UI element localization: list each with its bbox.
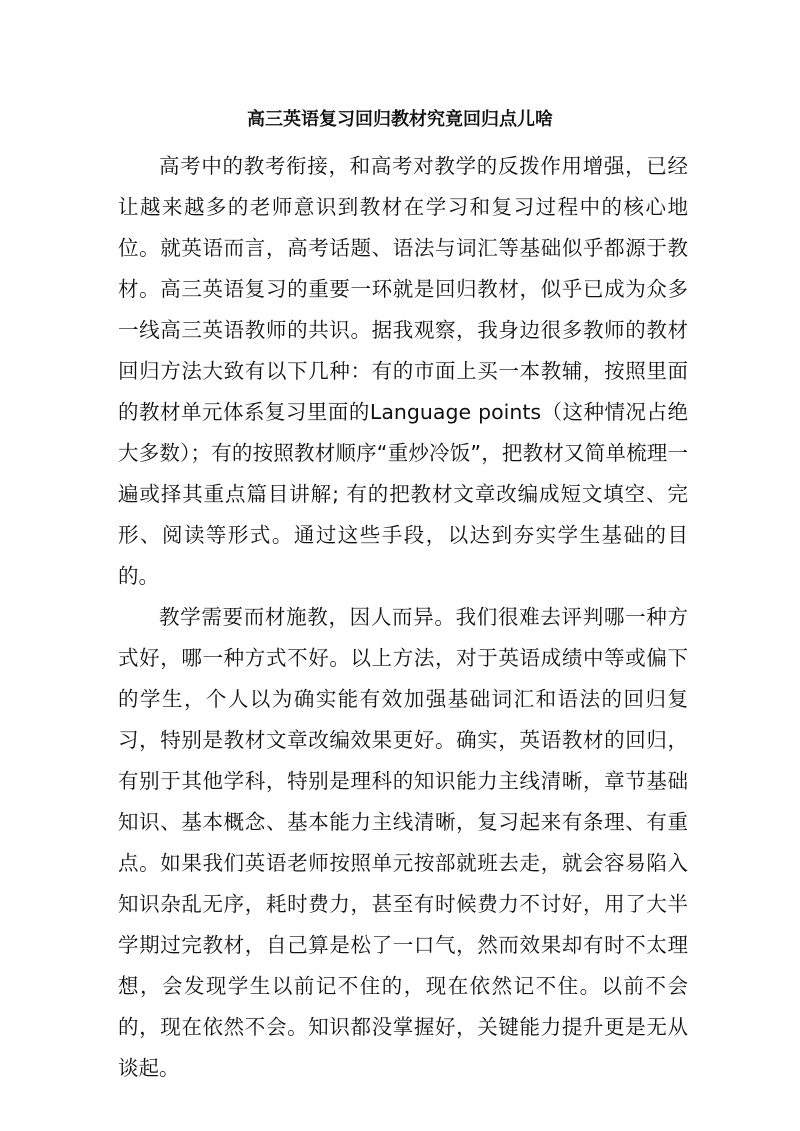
paragraph: 高考中的教考衔接，和高考对教学的反拨作用增强，已经让越来越多的老师意识到教材在学习和复习过程中的核心地位。就英语而言，高考话题、语法与词汇等基础似乎都源于教材。高三英语复习的重要一环就是回归教材，似乎已成为众多一线高三英语教师的共识。据我观察，我身边很多教师的教材回归方法大致有以下几种：有的市面上买一本教辅，按照里面的教材单元体系复习里面的Language points（这种情况占绝大多数）；有的按照教材顺序“重炒冷饭”，把教材又简单梳理一遍或择其重点篇目讲解; 有的把教材文章改编成短文填空、完形、阅读等形式。通过这些手段，以达到夯实学生基础的目的。 [118, 154, 688, 588]
paragraph: 教学需要而材施教，因人而异。我们很难去评判哪一种方式好，哪一种方式不好。以上方法，对于英语成绩中等或偏下的学生，个人以为确实能有效加强基础词汇和语法的回归复习，特别是教材文章改编效果更好。确实，英语教材的回归，有别于其他学科，特别是理科的知识能力主线清晰，章节基础知识、基本概念、基本能力主线清晰，复习起来有条理、有重点。如果我们英语老师按照单元按部就班去走，就会容易陷入知识杂乱无序，耗时费力，甚至有时候费力不讨好，用了大半学期过完教材，自己算是松了一口气，然而效果却有时不太理想，会发现学生以前记不住的，现在依然记不住。以前不会的，现在依然不会。知识都没掌握好，关键能力提升更是无从谈起。 [118, 605, 688, 1080]
document-body [118, 146, 688, 1089]
document-title: 高三英语复习回归教材究竟回归点儿啥 [247, 109, 553, 130]
